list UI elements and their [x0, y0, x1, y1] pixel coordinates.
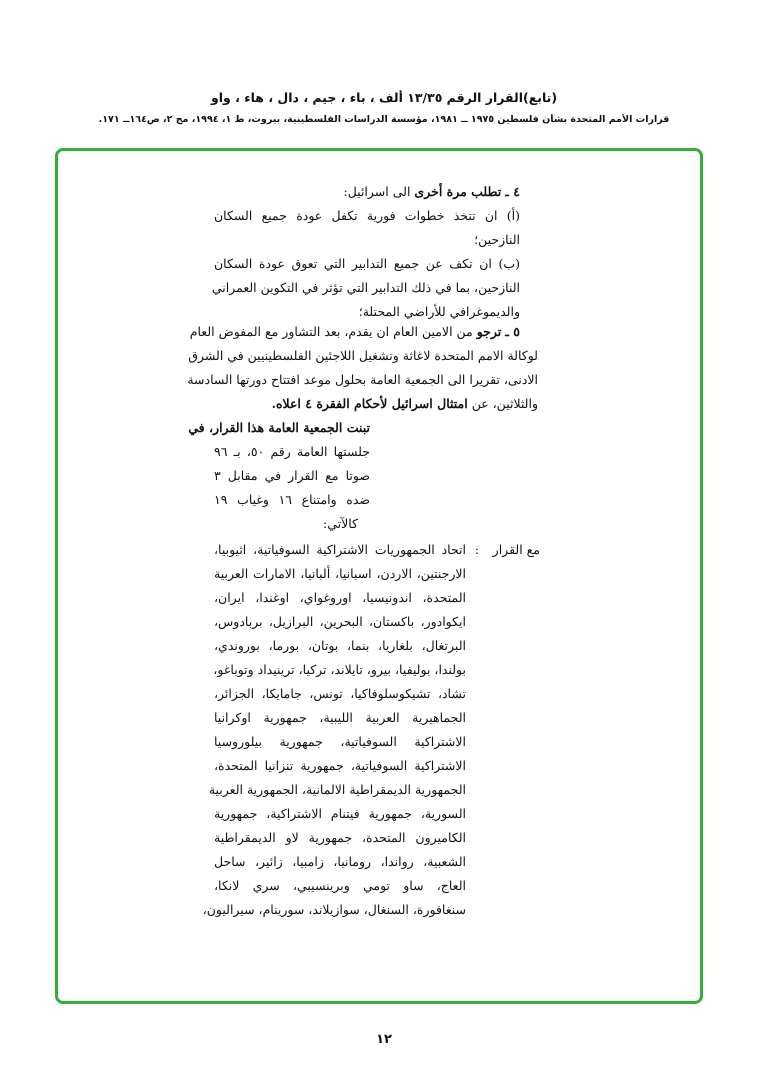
para-4-a-line: النازحين؛: [474, 232, 520, 247]
para-4-intro: ٤ ـ تطلب مرة أخرى الى اسرائيل:: [343, 184, 520, 199]
adoption-line: تبنت الجمعية العامة هذا القرار، في: [188, 420, 370, 435]
para-5: [187, 320, 538, 416]
para-4-a-line: (أ) ان تتخذ خطوات فورية تكفل عودة جميع السكان: [214, 208, 520, 223]
para-5-line: الادنى، تقريرا الى الجمعية العامة بحلول موعد افتتاح دورتها السادسة: [187, 372, 538, 387]
vote-list-line: بولندا، بوليفيا، بيرو، تايلاند، تركيا، ترينيداد وتوباغو،: [213, 662, 466, 677]
vote-list-line: البرتغال، بلغاريا، بنما، بوتان، بورما، بوروندي،: [214, 638, 466, 653]
para-4-b-line: والديموغرافي للأراضي المحتلة؛: [358, 304, 520, 319]
vote-list-line: اتحاد الجمهوريات الاشتراكية السوفياتية، اثيوبيا،: [214, 542, 466, 557]
adoption-line: كالآتي:: [323, 516, 358, 531]
para-4-b-line: النازحين، بما في ذلك التدابير التي تؤثر في التكوين العمراني: [211, 280, 520, 295]
votes-for-separator: :: [474, 542, 480, 557]
para-4-b-line: (ب) ان تكف عن جميع التدابير التي تعوق عودة السكان: [214, 256, 520, 271]
votes-for-label: مع القرار: [492, 542, 540, 557]
vote-list-line: الجماهيرية العربية الليبية، جمهورية اوكرانيا: [214, 710, 466, 725]
para-5-line: والثلاثين، عن امتثال اسرائيل لأحكام الفقرة ٤ اعلاه.: [271, 396, 538, 411]
vote-list-line: العاج، ساو تومي وبرينسيبي، سري لانكا،: [214, 878, 466, 893]
vote-list-line: الكاميرون المتحدة، جمهورية لاو الديمقراطية: [214, 830, 466, 845]
vote-list-line: ايكوادور، باكستان، البحرين، البرازيل، بربادوس،: [214, 614, 466, 629]
header-source: قرارات الأمم المتحدة بشأن فلسطين ١٩٧٥ ــ ١٩٨١، مؤسسة الدراسات الفلسطينية، بيروت، ط ١، ١٩٩٤، مج ٢، ص١٦٤ــ ١٧١.: [98, 114, 670, 125]
vote-list-line: الاشتراكية السوفياتية، جمهورية بيلوروسيا: [214, 734, 466, 749]
para-4: [211, 180, 520, 324]
votes-for-list: [202, 538, 466, 922]
vote-list-line: الارجنتين، الاردن، اسبانيا، ألبانيا، الامارات العربية: [214, 566, 466, 581]
header-title: (تابع)القرار الرقم ١٣/٣٥ ألف ، باء ، جيم ، دال ، هاء ، واو: [210, 90, 558, 105]
para-5-line: ٥ ـ ترجو من الامين العام ان يقدم، بعد التشاور مع المفوض العام: [189, 324, 520, 339]
adoption-line: جلستها العامة رقم ٥٠، بـ ٩٦: [214, 444, 370, 459]
vote-list-line: تشاد، تشيكوسلوفاكيا، تونس، جامايكا، الجزائر،: [214, 686, 466, 701]
vote-list-line: سنغافورة، السنغال، سوازيلاند، سورينام، سيراليون،: [202, 902, 466, 917]
adoption-statement: [188, 416, 370, 536]
vote-list-line: السورية، جمهورية فيتنام الاشتراكية، جمهورية: [214, 806, 466, 821]
page-number: ١٢: [376, 1032, 392, 1047]
vote-list-line: المتحدة، اندونيسيا، اوروغواي، اوغندا، ايران،: [214, 590, 466, 605]
vote-list-line: الاشتراكية السوفياتية، جمهورية تنزانيا المتحدة،: [214, 758, 466, 773]
adoption-line: صوتا مع القرار في مقابل ٣: [214, 468, 370, 483]
vote-list-line: الشعبية، رواندا، رومانيا، زامبيا، زائير، ساحل: [214, 854, 466, 869]
vote-list-line: الجمهورية الديمقراطية الالمانية، الجمهورية العربية: [208, 782, 466, 797]
para-5-line: لوكالة الامم المتحدة لاغاثة وتشغيل اللاجئين الفلسطينيين في الشرق: [188, 348, 538, 363]
adoption-line: ضده وامتناع ١٦ وغياب ١٩: [214, 492, 370, 507]
